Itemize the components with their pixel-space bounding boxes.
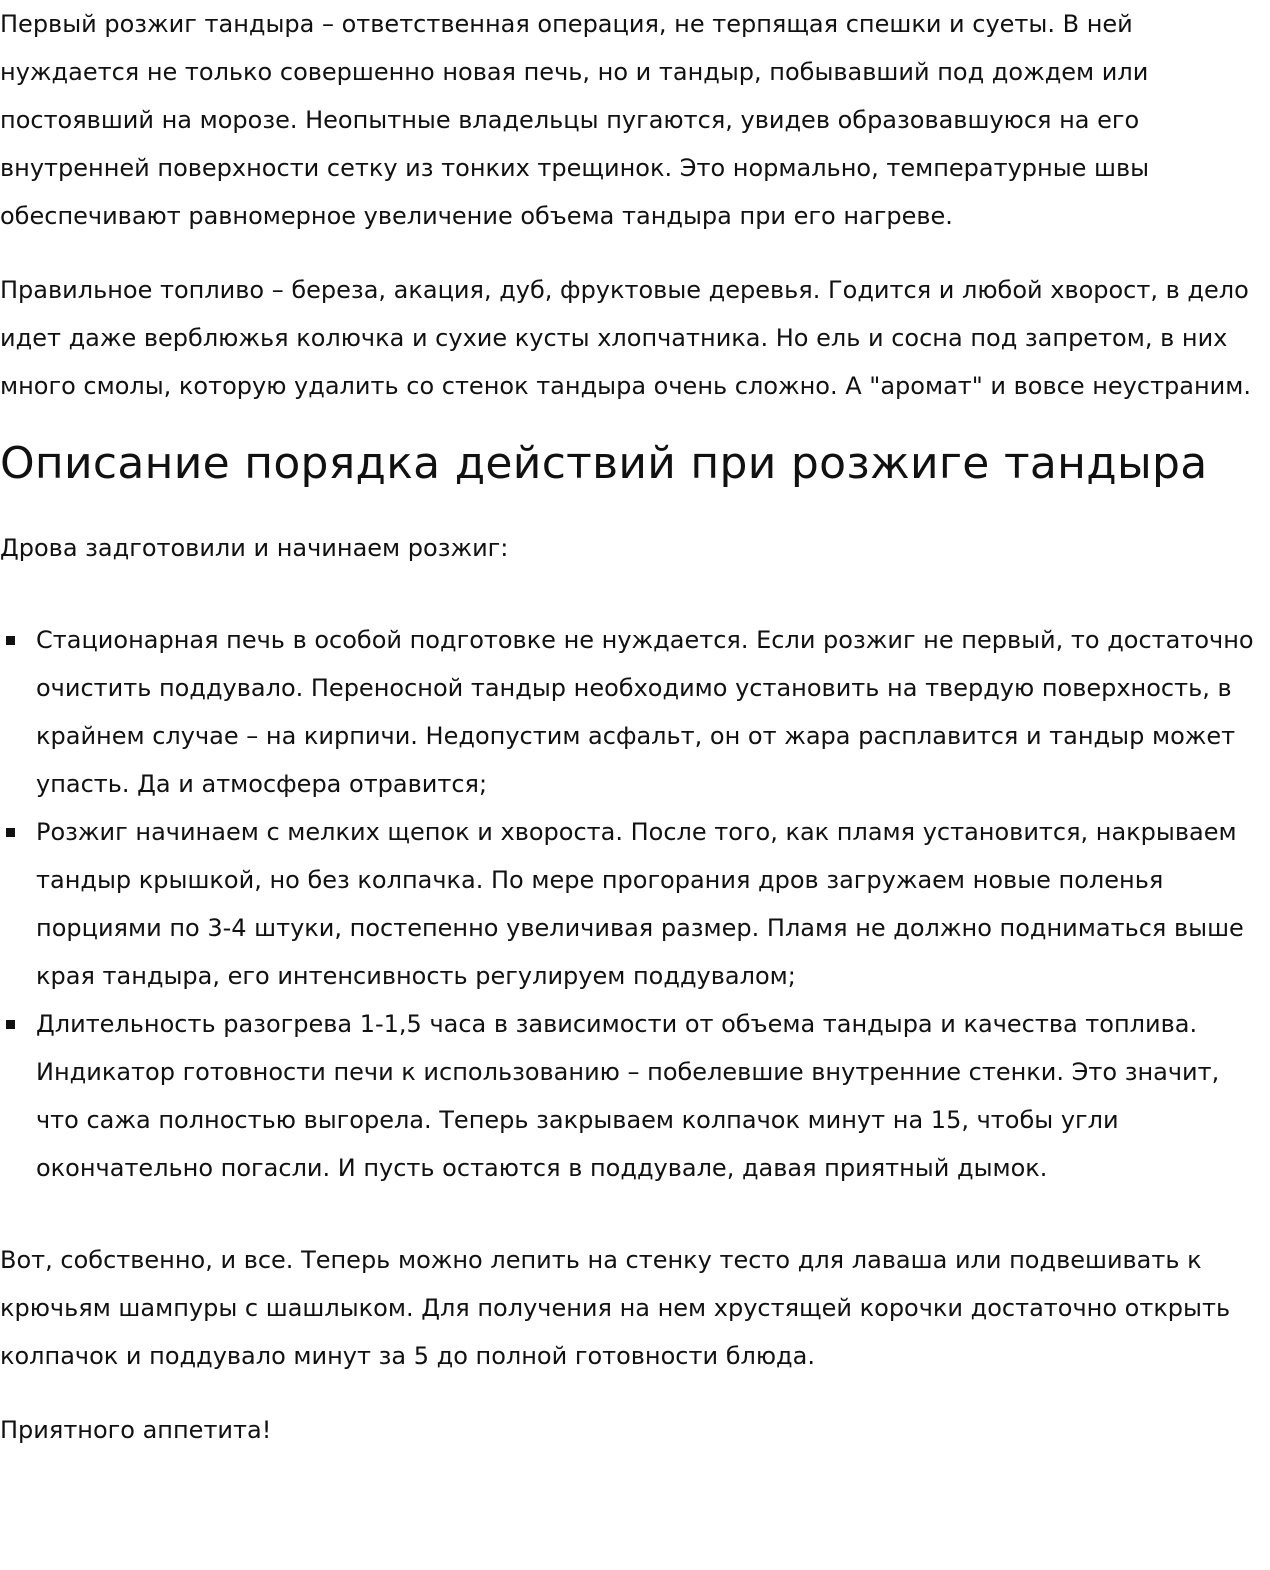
square-bullet-icon [6,828,15,837]
list-item-text: Стационарная печь в особой подготовке не нуждается. Если розжиг не первый, то достаточно очистить поддувало. Переносной тандыр необходимо установить на твердую поверхность, в крайнем случае – на кирпичи. Недопустим асфальт, он от жара расплавится и тандыр может упасть. Да и атмосфера отравится; [36,626,1254,798]
steps-list [0,616,1262,1192]
list-item-text: Длительность разогрева 1-1,5 часа в зависимости от объема тандыра и качества топлива. Индикатор готовности печи к использованию – побелевшие внутренние стенки. Это значит, что сажа полностью выгорела. Теперь закрываем колпачок минут на 15, чтобы угли окончательно погасли. И пусть остаются в поддувале, давая приятный дымок. [36,1010,1220,1182]
paragraph-fuel: Правильное топливо – береза, акация, дуб, фруктовые деревья. Годится и любой хворост, в дело идет даже верблюжья колючка и сухие кусты хлопчатника. Но ель и сосна под запретом, в них много смолы, которую удалить со стенок тандыра очень сложно. А "аромат" и вовсе неустраним. [0,276,1252,400]
paragraph-closing: Приятного аппетита! [0,1416,272,1444]
square-bullet-icon [6,1020,15,1029]
list-item [0,1000,1262,1192]
list-item [0,808,1262,1000]
list-item [0,616,1262,808]
square-bullet-icon [6,636,15,645]
section-intro: Дрова задготовили и начинаем розжиг: [0,534,509,562]
paragraph-outro: Вот, собственно, и все. Теперь можно лепить на стенку тесто для лаваша или подвешивать к крючьям шампуры с шашлыком. Для получения на нем хрустящей корочки достаточно открыть колпачок и поддувало минут за 5 до полной готовности блюда. [0,1246,1231,1370]
list-item-text: Розжиг начинаем с мелких щепок и хвороста. После того, как пламя установится, накрываем тандыр крышкой, но без колпачка. По мере прогорания дров загружаем новые поленья порциями по 3-4 штуки, постепенно увеличивая размер. Пламя не должно подниматься выше края тандыра, его интенсивность регулируем поддувалом; [36,818,1244,990]
paragraph-first-firing: Первый розжиг тандыра – ответственная операция, не терпящая спешки и суеты. В ней нуждается не только совершенно новая печь, но и тандыр, побывавший под дождем или постоявший на морозе. Неопытные владельцы пугаются, увидев образовавшуюся на его внутренней поверхности сетку из тонких трещинок. Это нормально, температурные швы обеспечивают равномерное увеличение объема тандыра при его нагреве. [0,10,1150,230]
section-heading: Описание порядка действий при розжиге тандыра [0,438,1208,489]
